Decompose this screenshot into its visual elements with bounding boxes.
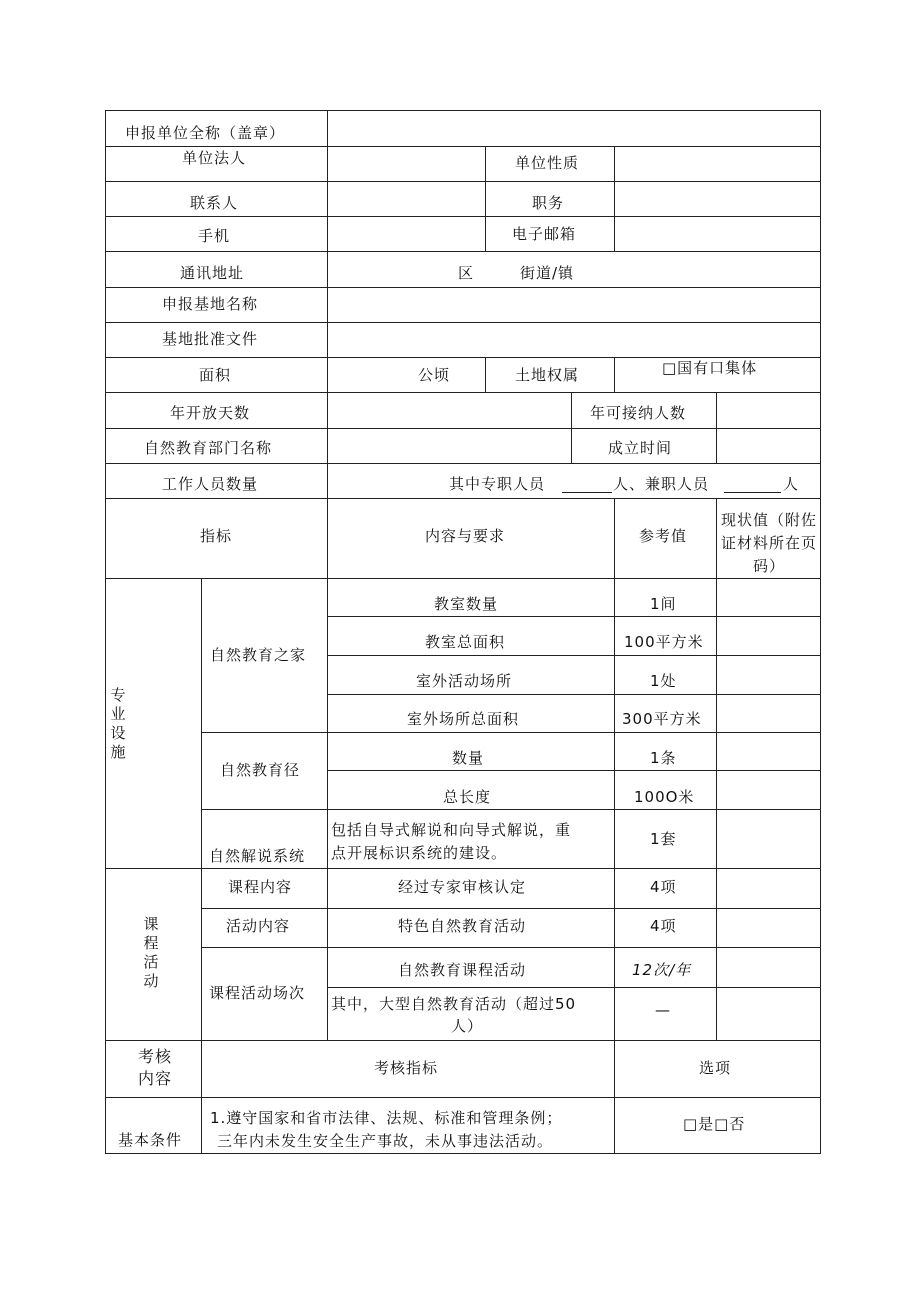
category-facilities: 专业设施 (110, 686, 126, 761)
sessions-req: 自然教育课程活动 (398, 961, 527, 979)
basic-option-checkbox[interactable]: □是□否 (683, 1115, 746, 1133)
label-contact: 联系人 (190, 194, 239, 212)
label-address: 通讯地址 (180, 264, 245, 282)
parttime-blank[interactable] (724, 492, 781, 493)
label-dept-name: 自然教育部门名称 (144, 439, 273, 457)
large-activity-line1: 其中，大型自然教育活动（超过50 (331, 995, 577, 1013)
label-capacity: 年可接纳人数 (590, 404, 687, 422)
label-fulltime: 其中专职人员 (449, 475, 546, 493)
interp-ref: 1套 (650, 830, 677, 848)
label-approval-doc: 基地批准文件 (162, 330, 259, 348)
assess-content-line2: 内容 (138, 1069, 173, 1088)
sessions-ref: 12次/年 (632, 961, 692, 979)
label-hectare: 公顷 (418, 366, 451, 384)
label-parttime: 人、兼职人员 (613, 475, 710, 493)
fulltime-blank[interactable] (562, 492, 612, 493)
label-email: 电子邮箱 (512, 225, 577, 243)
label-legal-rep: 单位法人 (182, 149, 247, 167)
col-indicator: 指标 (200, 527, 233, 545)
col-current: 现状值（附佐证材料所在页码） (720, 511, 817, 575)
assess-content-line1: 考核 (138, 1047, 173, 1066)
facility-content: 教室数量 (434, 595, 499, 613)
basic-line2: 三年内未发生安全生产事故，未从事违法活动。 (217, 1132, 554, 1150)
sub-interp-system: 自然解说系统 (209, 847, 306, 865)
facility-ref: 100平方米 (624, 633, 704, 651)
label-land-ownership: 土地权属 (515, 366, 580, 384)
facility-ref: 1条 (650, 749, 677, 767)
basic-line1: 1.遵守国家和省市法律、法规、标准和管理条例； (210, 1109, 563, 1127)
large-activity-ref: — (655, 1001, 671, 1019)
large-activity-line2: 人） (451, 1017, 484, 1035)
assess-indicator: 考核指标 (374, 1059, 439, 1077)
label-mobile: 手机 (198, 227, 231, 245)
interp-desc-line2: 点开展标识系统的建设。 (331, 844, 508, 862)
label-person-unit: 人 (783, 475, 800, 493)
label-founded: 成立时间 (608, 439, 673, 457)
activity-req: 特色自然教育活动 (398, 917, 527, 935)
sub-activity-content: 活动内容 (226, 917, 291, 935)
sub-sessions: 课程活动场次 (209, 984, 306, 1002)
sub-nature-path: 自然教育径 (220, 761, 301, 779)
sub-course-content: 课程内容 (228, 878, 293, 896)
category-courses: 课程活动 (143, 915, 159, 990)
label-area: 面积 (199, 366, 232, 384)
ownership-options[interactable]: □国有口集体 (662, 359, 758, 377)
col-reference: 参考值 (639, 527, 688, 545)
col-content: 内容与要求 (425, 527, 506, 545)
facility-ref: 1间 (650, 595, 677, 613)
activity-ref: 4项 (650, 917, 677, 935)
facility-content: 教室总面积 (425, 633, 506, 651)
facility-content: 数量 (452, 749, 485, 767)
label-open-days: 年开放天数 (170, 404, 251, 422)
interp-desc-line1: 包括自导式解说和向导式解说，重 (331, 821, 572, 839)
label-base-name: 申报基地名称 (162, 295, 259, 313)
label-unit-nature: 单位性质 (515, 154, 580, 172)
label-position: 职务 (532, 194, 565, 212)
facility-ref: 1处 (650, 672, 677, 690)
assess-option: 选项 (699, 1059, 732, 1077)
label-district: 区 (458, 264, 475, 282)
label-applicant-full-name: 申报单位全称（盖章） (125, 124, 286, 142)
label-street: 街道/镇 (520, 264, 575, 282)
sub-nature-home: 自然教育之家 (210, 646, 307, 664)
facility-ref: 100O米 (634, 788, 695, 806)
label-staff-count: 工作人员数量 (162, 475, 259, 493)
facility-content: 室外场所总面积 (407, 710, 520, 728)
course-req: 经过专家审核认定 (398, 878, 527, 896)
course-ref: 4项 (650, 878, 677, 896)
facility-content: 总长度 (443, 788, 492, 806)
assess-basic: 基本条件 (118, 1131, 183, 1149)
facility-content: 室外活动场所 (416, 672, 513, 690)
facility-ref: 300平方米 (622, 710, 702, 728)
